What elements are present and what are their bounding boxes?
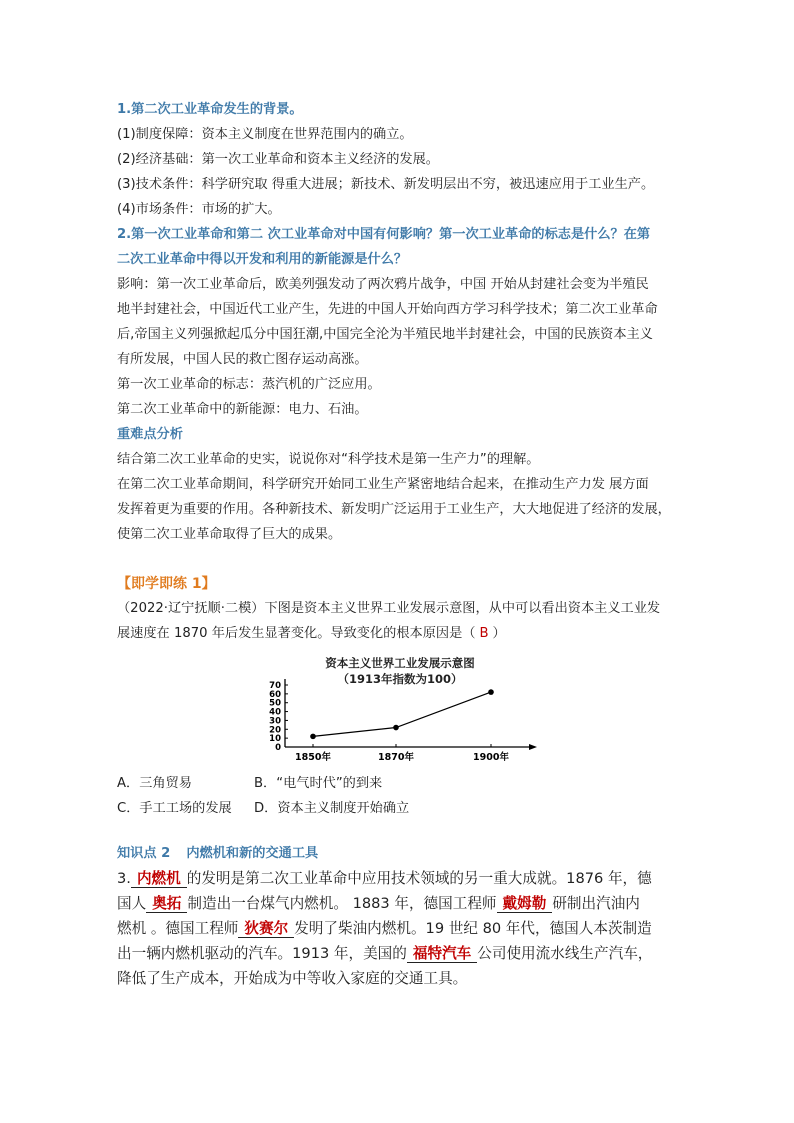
- section2-line-2: 地半封建社会，中国近代工业产生，先进的中国人开始向西方学习科学技术；第二次工业革命: [117, 302, 658, 317]
- y-tick-label: 10: [269, 734, 281, 745]
- section2-line-1: 影响：第一次工业革命后，欧美列强发动了两次鸦片战争，中国 开始从封建社会变为半殖民: [117, 277, 649, 292]
- industry-chart: [255, 655, 545, 765]
- q3-line-3: [117, 919, 687, 939]
- y-tick-label: 70: [269, 681, 281, 691]
- section2-line-3: 后,帝国主义列强掀起瓜分中国狂潮,中国完全沦为半殖民地半封建社会，中国的民族资本主义: [117, 327, 653, 342]
- y-tick-label: 50: [269, 698, 281, 709]
- analysis-line-3: 发挥着更为重要的作用。各种新技术、新发明广泛运用于工业生产，大大地促进了经济的发展，: [117, 502, 671, 517]
- section2-line-4: 有所发展，中国人民的救亡图存运动高涨。: [117, 352, 368, 367]
- section1-heading: 1.第二次工业革命发生的背景。: [117, 102, 303, 117]
- option-a: A．三角贸易: [117, 776, 192, 791]
- section2-heading-line1: 2.第一次工业革命和第二 次工业革命对中国有何影响？第一次工业革命的标志是什么？在第: [117, 227, 651, 242]
- data-point: [488, 689, 494, 695]
- kp2-number: 知识点 2: [117, 846, 171, 861]
- q3-blank-1: 内燃机: [131, 870, 187, 888]
- q3-text: 出一辆内燃机驱动的汽车。1913 年，美国的: [117, 945, 407, 962]
- q3-line-2: [117, 894, 687, 914]
- y-tick-label: 30: [269, 716, 281, 727]
- section1-item-2: (2)经济基础：第一次工业革命和资本主义经济的发展。: [117, 152, 439, 167]
- option-b: B．“电气时代”的到来: [254, 776, 383, 791]
- answer-letter: B: [479, 626, 489, 641]
- y-tick-label: 20: [269, 725, 281, 736]
- section1-item-1: (1)制度保障：资本主义制度在世界范围内的确立。: [117, 127, 413, 142]
- data-point: [393, 725, 399, 731]
- x-tick-label: 1870年: [378, 752, 414, 763]
- option-row-2: [117, 800, 687, 818]
- q3-text: 的发明是第二次工业革命中应用技术领域的另一重大成就。1876 年，德: [186, 870, 652, 887]
- y-tick-label: 40: [269, 707, 281, 718]
- section2-line-5: 第一次工业革命的标志：蒸汽机的广泛应用。: [117, 377, 381, 392]
- analysis-heading: 重难点分析: [117, 427, 183, 442]
- analysis-line-2: 在第二次工业革命期间，科学研究开始同工业生产紧密地结合起来，在推动生产力发 展方面: [117, 477, 649, 492]
- chart-plot: [255, 655, 545, 765]
- section2-line-6: 第二次工业革命中的新能源：电力、石油。: [117, 402, 368, 417]
- option-c: C．手工工场的发展: [117, 801, 232, 816]
- option-row-1: [117, 775, 687, 793]
- chart-subtitle: （1913年指数为100）: [337, 672, 463, 686]
- q3-blank-5: 福特汽车: [407, 945, 477, 963]
- y-tick-label: 60: [269, 689, 281, 700]
- q3-text: 公司使用流水线生产汽车，: [477, 945, 653, 962]
- x-axis-arrow: [529, 744, 537, 750]
- q3-blank-2: 奥拓: [146, 895, 187, 913]
- data-point: [310, 734, 316, 740]
- q3-text: 燃机 。德国工程师: [117, 920, 239, 937]
- practice-question-line2: [117, 625, 687, 643]
- section1-item-3: (3)技术条件：科学研究取 得重大进展；新技术、新发明层出不穷，被迅速应用于工业生产。: [117, 177, 655, 192]
- q3-text: 发明了柴油内燃机。19 世纪 80 年代，德国人本茨制造: [294, 920, 652, 937]
- q3-text: 3.: [117, 870, 131, 887]
- q3-text: 国人: [117, 895, 147, 912]
- q3-line-4: [117, 944, 687, 964]
- question-text: 展速度在 1870 年后发生显著变化。导致变化的根本原因是（: [117, 626, 476, 641]
- x-tick-label: 1900年: [473, 752, 509, 763]
- section2-heading-line2: 二次工业革命中得以开发和利用的新能源是什么？: [117, 252, 408, 267]
- q3-blank-3: 戴姆勒: [497, 895, 553, 913]
- section1-item-4: (4)市场条件：市场的扩大。: [117, 202, 281, 217]
- y-tick-label: 0: [275, 743, 281, 753]
- option-d: D．资本主义制度开始确立: [254, 801, 410, 816]
- analysis-line-4: 使第二次工业革命取得了巨大的成果。: [117, 527, 342, 542]
- kp2-heading: [117, 845, 687, 863]
- x-tick-label: 1850年: [295, 752, 331, 763]
- q3-blank-4: 狄赛尔: [238, 920, 294, 938]
- chart-title: 资本主义世界工业发展示意图: [325, 656, 475, 670]
- question-close-paren: ）: [492, 626, 506, 641]
- kp2-title: 内燃机和新的交通工具: [186, 846, 319, 861]
- q3-text: 制造出一台煤气内燃机。 1883 年，德国工程师: [187, 895, 497, 912]
- q3-line-5: 降低了生产成本，开始成为中等收入家庭的交通工具。: [117, 970, 468, 987]
- q3-text: 研制出汽油内: [552, 895, 640, 912]
- practice-heading: 【即学即练 1】: [117, 576, 216, 592]
- series-line: [313, 692, 491, 736]
- analysis-line-1: 结合第二次工业革命的史实，说说你对“科学技术是第一生产力”的理解。: [117, 452, 540, 467]
- q3-line-1: [117, 869, 687, 889]
- practice-question-line1: （2022·辽宁抚顺·二模）下图是资本主义世界工业发展示意图，从中可以看出资本主义工业发: [117, 601, 661, 616]
